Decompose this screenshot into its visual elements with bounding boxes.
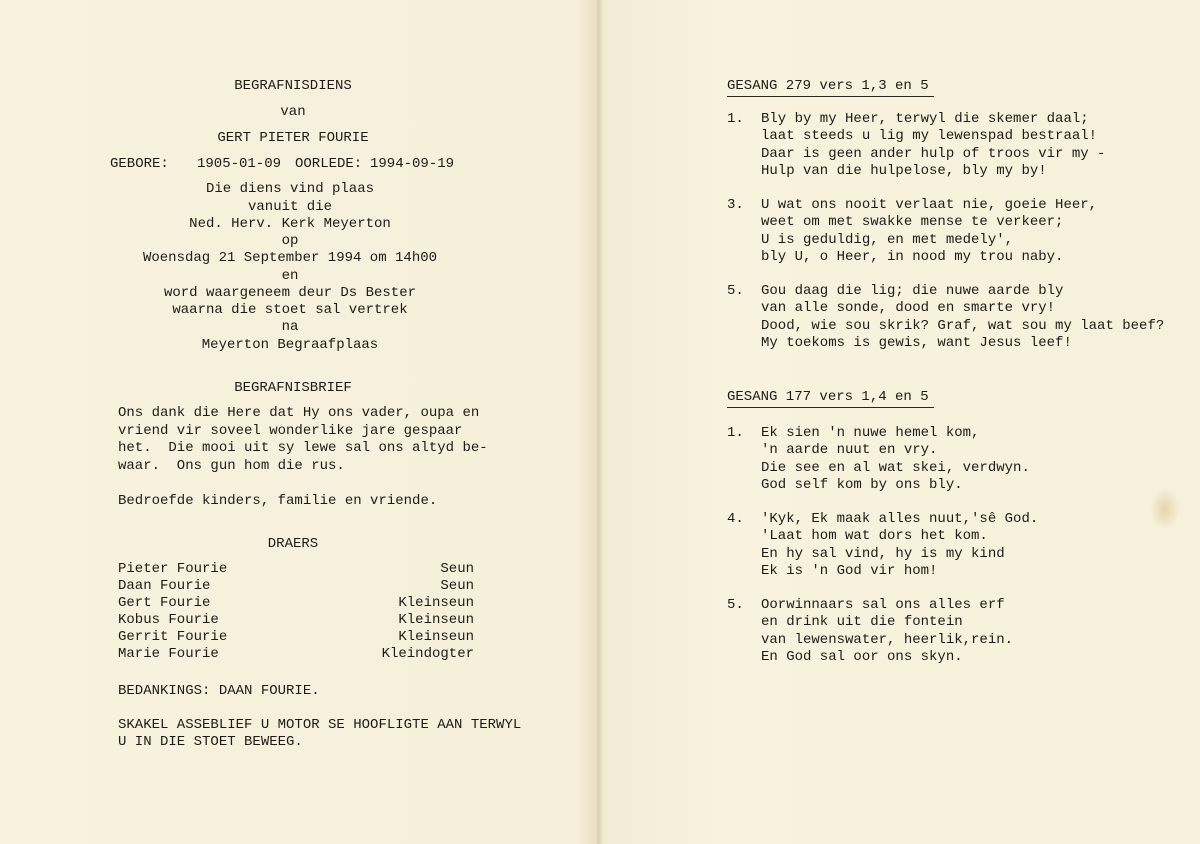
verse-line: Die see en al wat skei, verdwyn. <box>761 459 1030 476</box>
notice-line: SKAKEL ASSEBLIEF U MOTOR SE HOOFLIGTE AAN TERWYL <box>118 717 522 733</box>
bearer-relation: Kleinseun <box>398 612 474 628</box>
verse-line: en drink uit die fontein <box>761 614 963 631</box>
bearer-relation: Kleinseun <box>398 595 474 611</box>
verse-number: 1. <box>727 111 744 127</box>
bearer-relation: Seun <box>440 578 474 594</box>
verse-line: Ek sien 'n nuwe hemel kom, <box>761 425 980 441</box>
verse-line: Gou daag die lig; die nuwe aarde bly <box>761 283 1064 299</box>
verse-line: U wat ons nooit verlaat nie, goeie Heer, <box>761 197 1098 213</box>
verse-line: van lewenswater, heerlik,rein. <box>761 631 1014 648</box>
verse-line: bly U, o Heer, in nood my trou naby. <box>761 248 1064 265</box>
deceased-name: GERT PIETER FOURIE <box>217 130 369 146</box>
service-line: op <box>281 233 299 249</box>
letter-line: waar. Ons gun hom die rus. <box>118 457 345 474</box>
service-line: vanuit die <box>247 199 332 215</box>
mourners-text: Bedroefde kinders, familie en vriende. <box>118 493 438 509</box>
verse-number: 4. <box>727 511 744 527</box>
verse-line: Dood, wie sou skrik? Graf, wat sou my laat beef? <box>761 317 1165 334</box>
verse-line: weet om met swakke mense te verkeer; <box>761 214 1064 231</box>
verse-line: Daar is geen ander hulp of troos vir my - <box>761 145 1106 162</box>
bearer-relation: Kleinseun <box>398 629 474 645</box>
service-line: Ned. Herv. Kerk Meyerton <box>189 216 391 232</box>
bearer-relation: Seun <box>440 561 474 577</box>
verse-number: 3. <box>727 197 744 213</box>
service-line: na <box>281 319 299 335</box>
born-label: GEBORE: <box>110 156 169 172</box>
service-line: en <box>281 268 299 284</box>
died-date: 1994-09-19 <box>370 156 455 172</box>
verse-line: En God sal oor ons skyn. <box>761 648 963 665</box>
service-line: Die diens vind plaas <box>205 181 375 197</box>
van-text: van <box>280 104 306 120</box>
hymn2-title: GESANG 177 vers 1,4 en 5 <box>727 389 929 405</box>
letter-line: vriend vir soveel wonderlike jare gespaar <box>118 422 463 439</box>
bearer-name: Kobus Fourie <box>118 612 219 628</box>
verse-line: En hy sal vind, hy is my kind <box>761 545 1005 562</box>
bearer-name: Marie Fourie <box>118 646 219 662</box>
service-line: waarna die stoet sal vertrek <box>172 302 408 318</box>
verse-line: 'Kyk, Ek maak alles nuut,'sê God. <box>761 511 1039 527</box>
born-date: 1905-01-09 <box>197 156 282 172</box>
bearer-relation: Kleindogter <box>381 646 474 662</box>
bearer-name: Daan Fourie <box>118 578 211 594</box>
letter-line: Ons dank die Here dat Hy ons vader, oupa en <box>118 405 480 421</box>
service-title: BEGRAFNISDIENS <box>234 78 352 94</box>
verse-line: My toekoms is gewis, want Jesus leef! <box>761 334 1072 351</box>
verse-line: Hulp van die hulpelose, bly my by! <box>761 162 1047 179</box>
verse-line: U is geduldig, en met medely', <box>761 231 1014 248</box>
service-line: Woensdag 21 September 1994 om 14h00 <box>142 250 438 266</box>
page-fold <box>595 0 603 844</box>
bearers-title: DRAERS <box>267 536 319 552</box>
bearer-name: Pieter Fourie <box>118 561 228 577</box>
died-label: OORLEDE: <box>295 156 363 172</box>
verse-line: Ek is 'n God vir hom! <box>761 562 938 579</box>
letter-title: BEGRAFNISBRIEF <box>234 380 352 396</box>
verse-line: Oorwinnaars sal ons alles erf <box>761 597 1005 613</box>
paper-stain <box>1150 488 1180 530</box>
verse-line: Bly by my Heer, terwyl die skemer daal; <box>761 111 1089 127</box>
verse-line: van alle sonde, dood en smarte vry! <box>761 300 1056 317</box>
bearer-name: Gerrit Fourie <box>118 629 228 645</box>
hymn2-underline <box>727 407 934 408</box>
service-line: Meyerton Begraafplaas <box>201 337 379 353</box>
verse-line: laat steeds u lig my lewenspad bestraal! <box>761 128 1098 145</box>
letter-line: het. Die mooi uit sy lewe sal ons altyd be- <box>118 440 488 456</box>
hymn1-title: GESANG 279 vers 1,3 en 5 <box>727 78 929 94</box>
verse-number: 5. <box>727 283 744 299</box>
notice-line: U IN DIE STOET BEWEEG. <box>118 734 303 750</box>
hymn1-underline <box>727 96 934 97</box>
service-line: word waargeneem deur Ds Bester <box>163 285 417 301</box>
verse-number: 1. <box>727 425 744 441</box>
thanks-text: BEDANKINGS: DAAN FOURIE. <box>118 683 320 699</box>
verse-line: God self kom by ons bly. <box>761 476 963 493</box>
verse-line: 'n aarde nuut en vry. <box>761 442 938 459</box>
verse-number: 5. <box>727 597 744 613</box>
verse-line: 'Laat hom wat dors het kom. <box>761 528 988 545</box>
bearer-name: Gert Fourie <box>118 595 211 611</box>
